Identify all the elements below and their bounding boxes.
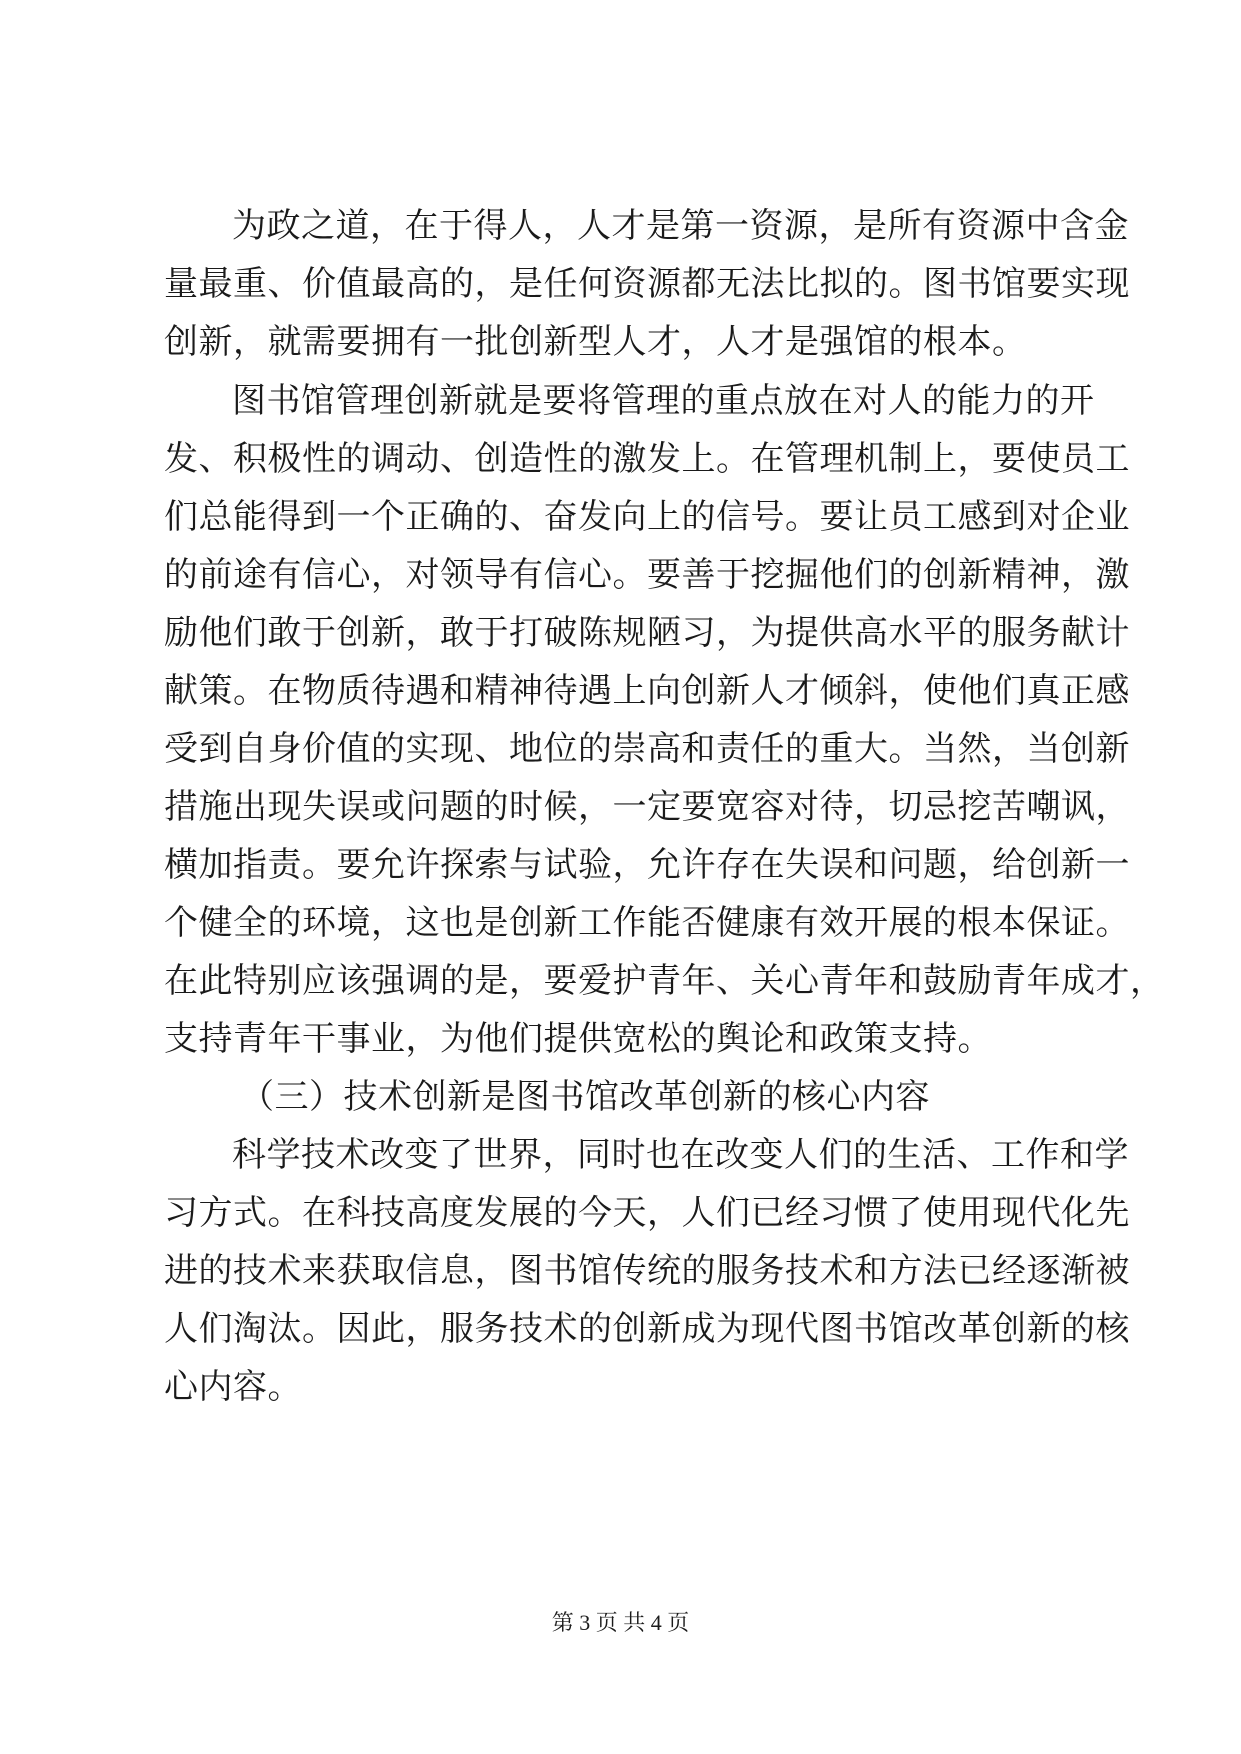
page-number-footer: 第 3 页 共 4 页 — [551, 1610, 690, 1635]
paragraph-2-line-4: 的前途有信心，对领导有信心。要善于挖掘他们的创新精神，激 — [164, 555, 1130, 595]
paragraph-2-line-7: 受到自身价值的实现、地位的崇高和责任的重大。当然，当创新 — [164, 729, 1130, 769]
paragraph-2-line-5: 励他们敢于创新，敢于打破陈规陋习，为提供高水平的服务献计 — [164, 613, 1130, 653]
paragraph-3-line-4: 人们淘汰。因此，服务技术的创新成为现代图书馆改革创新的核 — [164, 1309, 1130, 1349]
paragraph-2-line-8: 措施出现失误或问题的时候，一定要宽容对待，切忌挖苦嘲讽， — [164, 787, 1130, 827]
paragraph-3-line-1: 科学技术改变了世界，同时也在改变人们的生活、工作和学 — [232, 1135, 1129, 1175]
section-heading: （三）技术创新是图书馆改革创新的核心内容 — [240, 1077, 930, 1117]
paragraph-2-line-12: 支持青年干事业，为他们提供宽松的舆论和政策支持。 — [164, 1019, 992, 1059]
paragraph-2-line-2: 发、积极性的调动、创造性的激发上。在管理机制上，要使员工 — [164, 439, 1130, 479]
paragraph-3-line-2: 习方式。在科技高度发展的今天，人们已经习惯了使用现代化先 — [164, 1193, 1130, 1233]
paragraph-3-line-3: 进的技术来获取信息，图书馆传统的服务技术和方法已经逐渐被 — [164, 1251, 1130, 1291]
paragraph-3-line-5: 心内容。 — [164, 1367, 302, 1407]
paragraph-2-line-1: 图书馆管理创新就是要将管理的重点放在对人的能力的开 — [232, 381, 1095, 421]
paragraph-1-line-2: 量最重、价值最高的，是任何资源都无法比拟的。图书馆要实现 — [164, 264, 1130, 304]
paragraph-1-line-3: 创新，就需要拥有一批创新型人才，人才是强馆的根本。 — [164, 322, 1027, 362]
paragraph-2-line-9: 横加指责。要允许探索与试验，允许存在失误和问题，给创新一 — [164, 845, 1130, 885]
paragraph-2-line-6: 献策。在物质待遇和精神待遇上向创新人才倾斜，使他们真正感 — [164, 671, 1130, 711]
paragraph-2-line-11: 在此特别应该强调的是，要爱护青年、关心青年和鼓励青年成才， — [164, 961, 1165, 1001]
paragraph-2-line-10: 个健全的环境，这也是创新工作能否健康有效开展的根本保证。 — [164, 903, 1130, 943]
paragraph-2-line-3: 们总能得到一个正确的、奋发向上的信号。要让员工感到对企业 — [164, 497, 1130, 537]
paragraph-1-line-1: 为政之道，在于得人，人才是第一资源，是所有资源中含金 — [232, 206, 1129, 246]
